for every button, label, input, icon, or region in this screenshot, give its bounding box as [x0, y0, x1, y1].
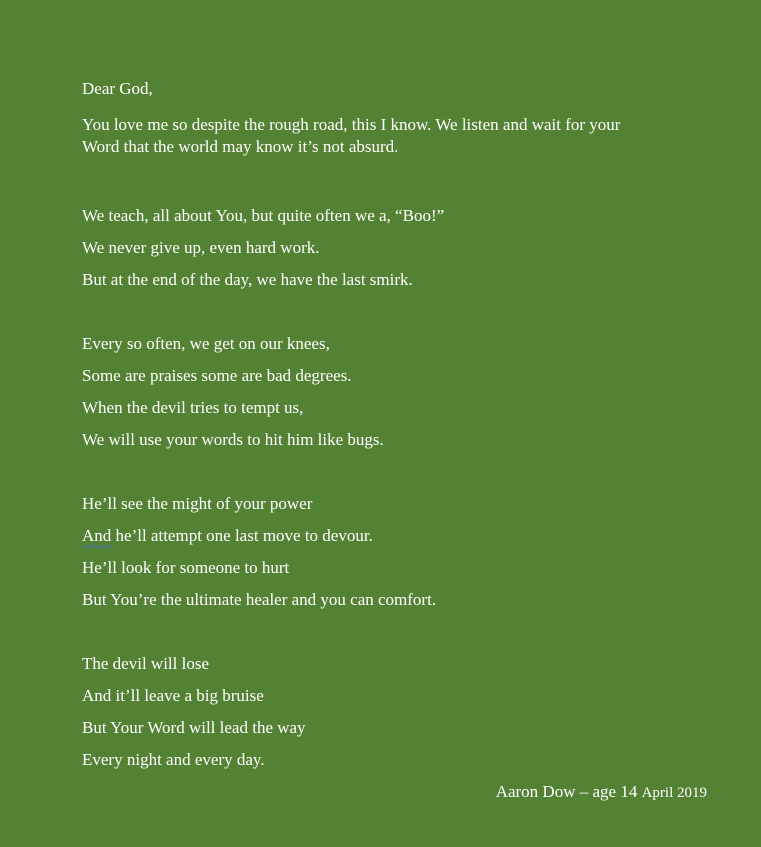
letter-body — [82, 78, 722, 771]
signature-date: April 2019 — [641, 785, 707, 801]
poem-line: And it’ll leave a big bruise — [82, 686, 264, 705]
poem-line: He’ll see the might of your power — [82, 494, 313, 513]
poem-line: But Your Word will lead the way — [82, 718, 306, 737]
intro-line: You love me so despite the rough road, this I know. We listen and wait for your — [82, 115, 621, 134]
poem-line-rest: he’ll attempt one last move to devour. — [111, 526, 373, 545]
intro-line: Word that the world may know it’s not absurd. — [82, 137, 399, 156]
poem-line: Every night and every day. — [82, 750, 265, 769]
poem-line: But at the end of the day, we have the last smirk. — [82, 270, 413, 289]
salutation: Dear God, — [82, 79, 153, 98]
poem-line: We teach, all about You, but quite often we a, “Boo!” — [82, 206, 445, 225]
stanza-1 — [82, 205, 722, 291]
poem-line-flagged — [82, 525, 722, 547]
poem-line: The devil will lose — [82, 654, 210, 673]
poem-line: But You’re the ultimate healer and you can comfort. — [82, 590, 437, 609]
poem-line: He’ll look for someone to hurt — [82, 558, 290, 577]
poem-line: We never give up, even hard work. — [82, 238, 320, 257]
signature — [496, 781, 707, 804]
intro-paragraph — [82, 114, 722, 158]
stanza-3 — [82, 493, 722, 611]
poem-line: When the devil tries to tempt us, — [82, 398, 304, 417]
poem-line: We will use your words to hit him like bugs. — [82, 430, 384, 449]
stanza-4 — [82, 653, 722, 771]
spellcheck-flagged-word[interactable]: And — [82, 526, 112, 545]
poem-line: Every so often, we get on our knees, — [82, 334, 330, 353]
signature-author: Aaron Dow – age 14 — [495, 782, 638, 801]
stanza-2 — [82, 333, 722, 451]
poem-line: Some are praises some are bad degrees. — [82, 366, 352, 385]
